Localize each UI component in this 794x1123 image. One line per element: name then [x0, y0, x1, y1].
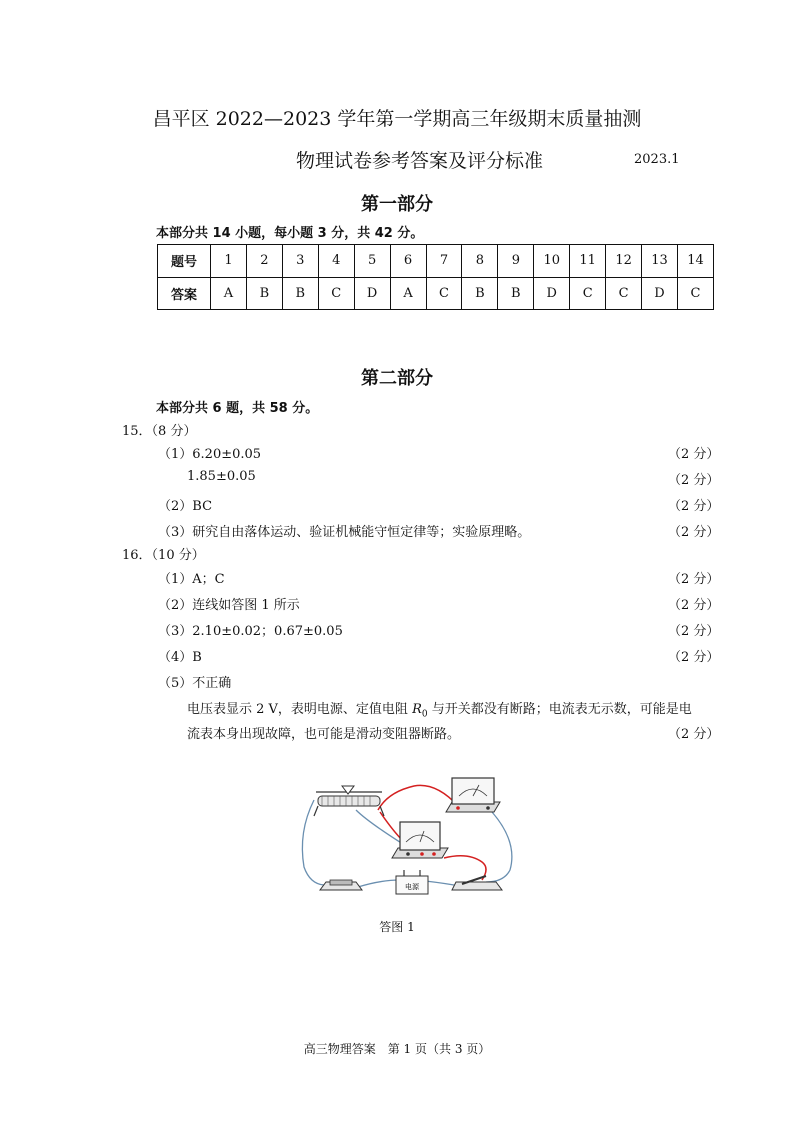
question-number: 4: [318, 245, 354, 278]
q16-score-3: （2 分）: [668, 624, 720, 639]
answer-table-number-row: [158, 245, 714, 278]
wire-left: [302, 800, 324, 885]
q16-answer-1: （1）A；C: [158, 572, 225, 587]
question-number: 7: [426, 245, 462, 278]
answer-cell: B: [246, 277, 282, 310]
q16-score-4: （2 分）: [668, 650, 720, 665]
q15-score-1b: （2 分）: [668, 473, 720, 488]
q16-score-1: （2 分）: [668, 572, 720, 587]
answer-cell: B: [462, 277, 498, 310]
question-number: 6: [390, 245, 426, 278]
answer-cell: C: [570, 277, 606, 310]
part2-intro: 本部分共 6 题，共 58 分。: [156, 401, 319, 416]
answer-cell: C: [677, 277, 713, 310]
part1-intro: 本部分共 14 小题，每小题 3 分，共 42 分。: [156, 226, 424, 241]
q16-answer-2: （2）连线如答图 1 所示: [158, 598, 300, 613]
circuit-figure: [296, 772, 516, 902]
meter-icon: [392, 822, 448, 858]
q16-explanation-line2: 流表本身出现故障，也可能是滑动变阻器断路。: [187, 727, 461, 742]
battery-label: 电源: [405, 883, 419, 891]
q15-answer-1b: 1.85±0.05: [187, 469, 256, 484]
question-number: 9: [498, 245, 534, 278]
meter-icon: [446, 778, 500, 812]
wire-rheostat-meter: [356, 810, 406, 846]
answer-cell: C: [426, 277, 462, 310]
q15-answer-3: （3）研究自由落体运动、验证机械能守恒定律等；实验原理略。: [158, 525, 531, 540]
explain-part-b: 与开关都没有断路；电流表无示数，可能是电: [427, 702, 692, 717]
question-number: 1: [211, 245, 247, 278]
question-number: 8: [462, 245, 498, 278]
q15-answer-2: （2）BC: [158, 499, 213, 514]
wire-switch-battery: [358, 880, 400, 887]
answer-cell: C: [606, 277, 642, 310]
fixed-resistor-icon: [452, 876, 502, 890]
answer-table: [157, 244, 714, 310]
resistor-symbol-r: R: [412, 702, 422, 717]
answer-cell: D: [354, 277, 390, 310]
q15-answer-1: （1）6.20±0.05: [158, 447, 262, 462]
row-label-answer: 答案: [158, 277, 211, 310]
answer-cell: C: [318, 277, 354, 310]
switch-icon: [320, 880, 362, 890]
rheostat-icon: [314, 786, 384, 816]
answer-cell: A: [390, 277, 426, 310]
question-number: 11: [570, 245, 606, 278]
exam-date: 2023.1: [634, 152, 680, 167]
q16-score-5: （2 分）: [668, 727, 720, 742]
battery-icon: [396, 870, 428, 894]
answer-cell: B: [498, 277, 534, 310]
question-number: 5: [354, 245, 390, 278]
q15-score-1: （2 分）: [668, 447, 720, 462]
q16-answer-4: （4）B: [158, 650, 202, 665]
question-number: 14: [677, 245, 713, 278]
wire-red-bottom: [444, 856, 486, 880]
page-footer: 高三物理答案 第 1 页（共 3 页）: [303, 1042, 491, 1056]
answer-cell: B: [282, 277, 318, 310]
page-subtitle: 物理试卷参考答案及评分标准: [296, 150, 544, 172]
question-number: 10: [534, 245, 570, 278]
answer-cell: D: [534, 277, 570, 310]
q15-score-3: （2 分）: [668, 525, 720, 540]
resistor-subscript: 0: [421, 709, 428, 720]
q16-score-2: （2 分）: [668, 598, 720, 613]
answer-cell: D: [642, 277, 678, 310]
q16-explanation-line1: [187, 698, 692, 720]
q16-label: 16．（10 分）: [122, 548, 205, 563]
answer-cell: A: [211, 277, 247, 310]
part2-heading: 第二部分: [361, 368, 433, 389]
page-title: 昌平区 2022—2023 学年第一学期高三年级期末质量抽测: [152, 108, 642, 130]
figure-caption: 答图 1: [379, 920, 415, 934]
q15-label: 15．（8 分）: [122, 424, 197, 439]
question-number: 3: [282, 245, 318, 278]
question-number: 2: [246, 245, 282, 278]
q16-answer-5: （5）不正确: [158, 676, 232, 691]
question-number: 12: [606, 245, 642, 278]
wire-right: [486, 812, 512, 882]
row-label-number: 题号: [158, 245, 211, 278]
answer-table-answer-row: [158, 277, 714, 310]
wire-red-top: [378, 785, 458, 810]
question-number: 13: [642, 245, 678, 278]
q16-answer-3: （3）2.10±0.02；0.67±0.05: [158, 624, 343, 639]
part1-heading: 第一部分: [361, 194, 433, 215]
q15-score-2: （2 分）: [668, 499, 720, 514]
explain-part-a: 电压表显示 2 V，表明电源、定值电阻: [187, 702, 413, 717]
